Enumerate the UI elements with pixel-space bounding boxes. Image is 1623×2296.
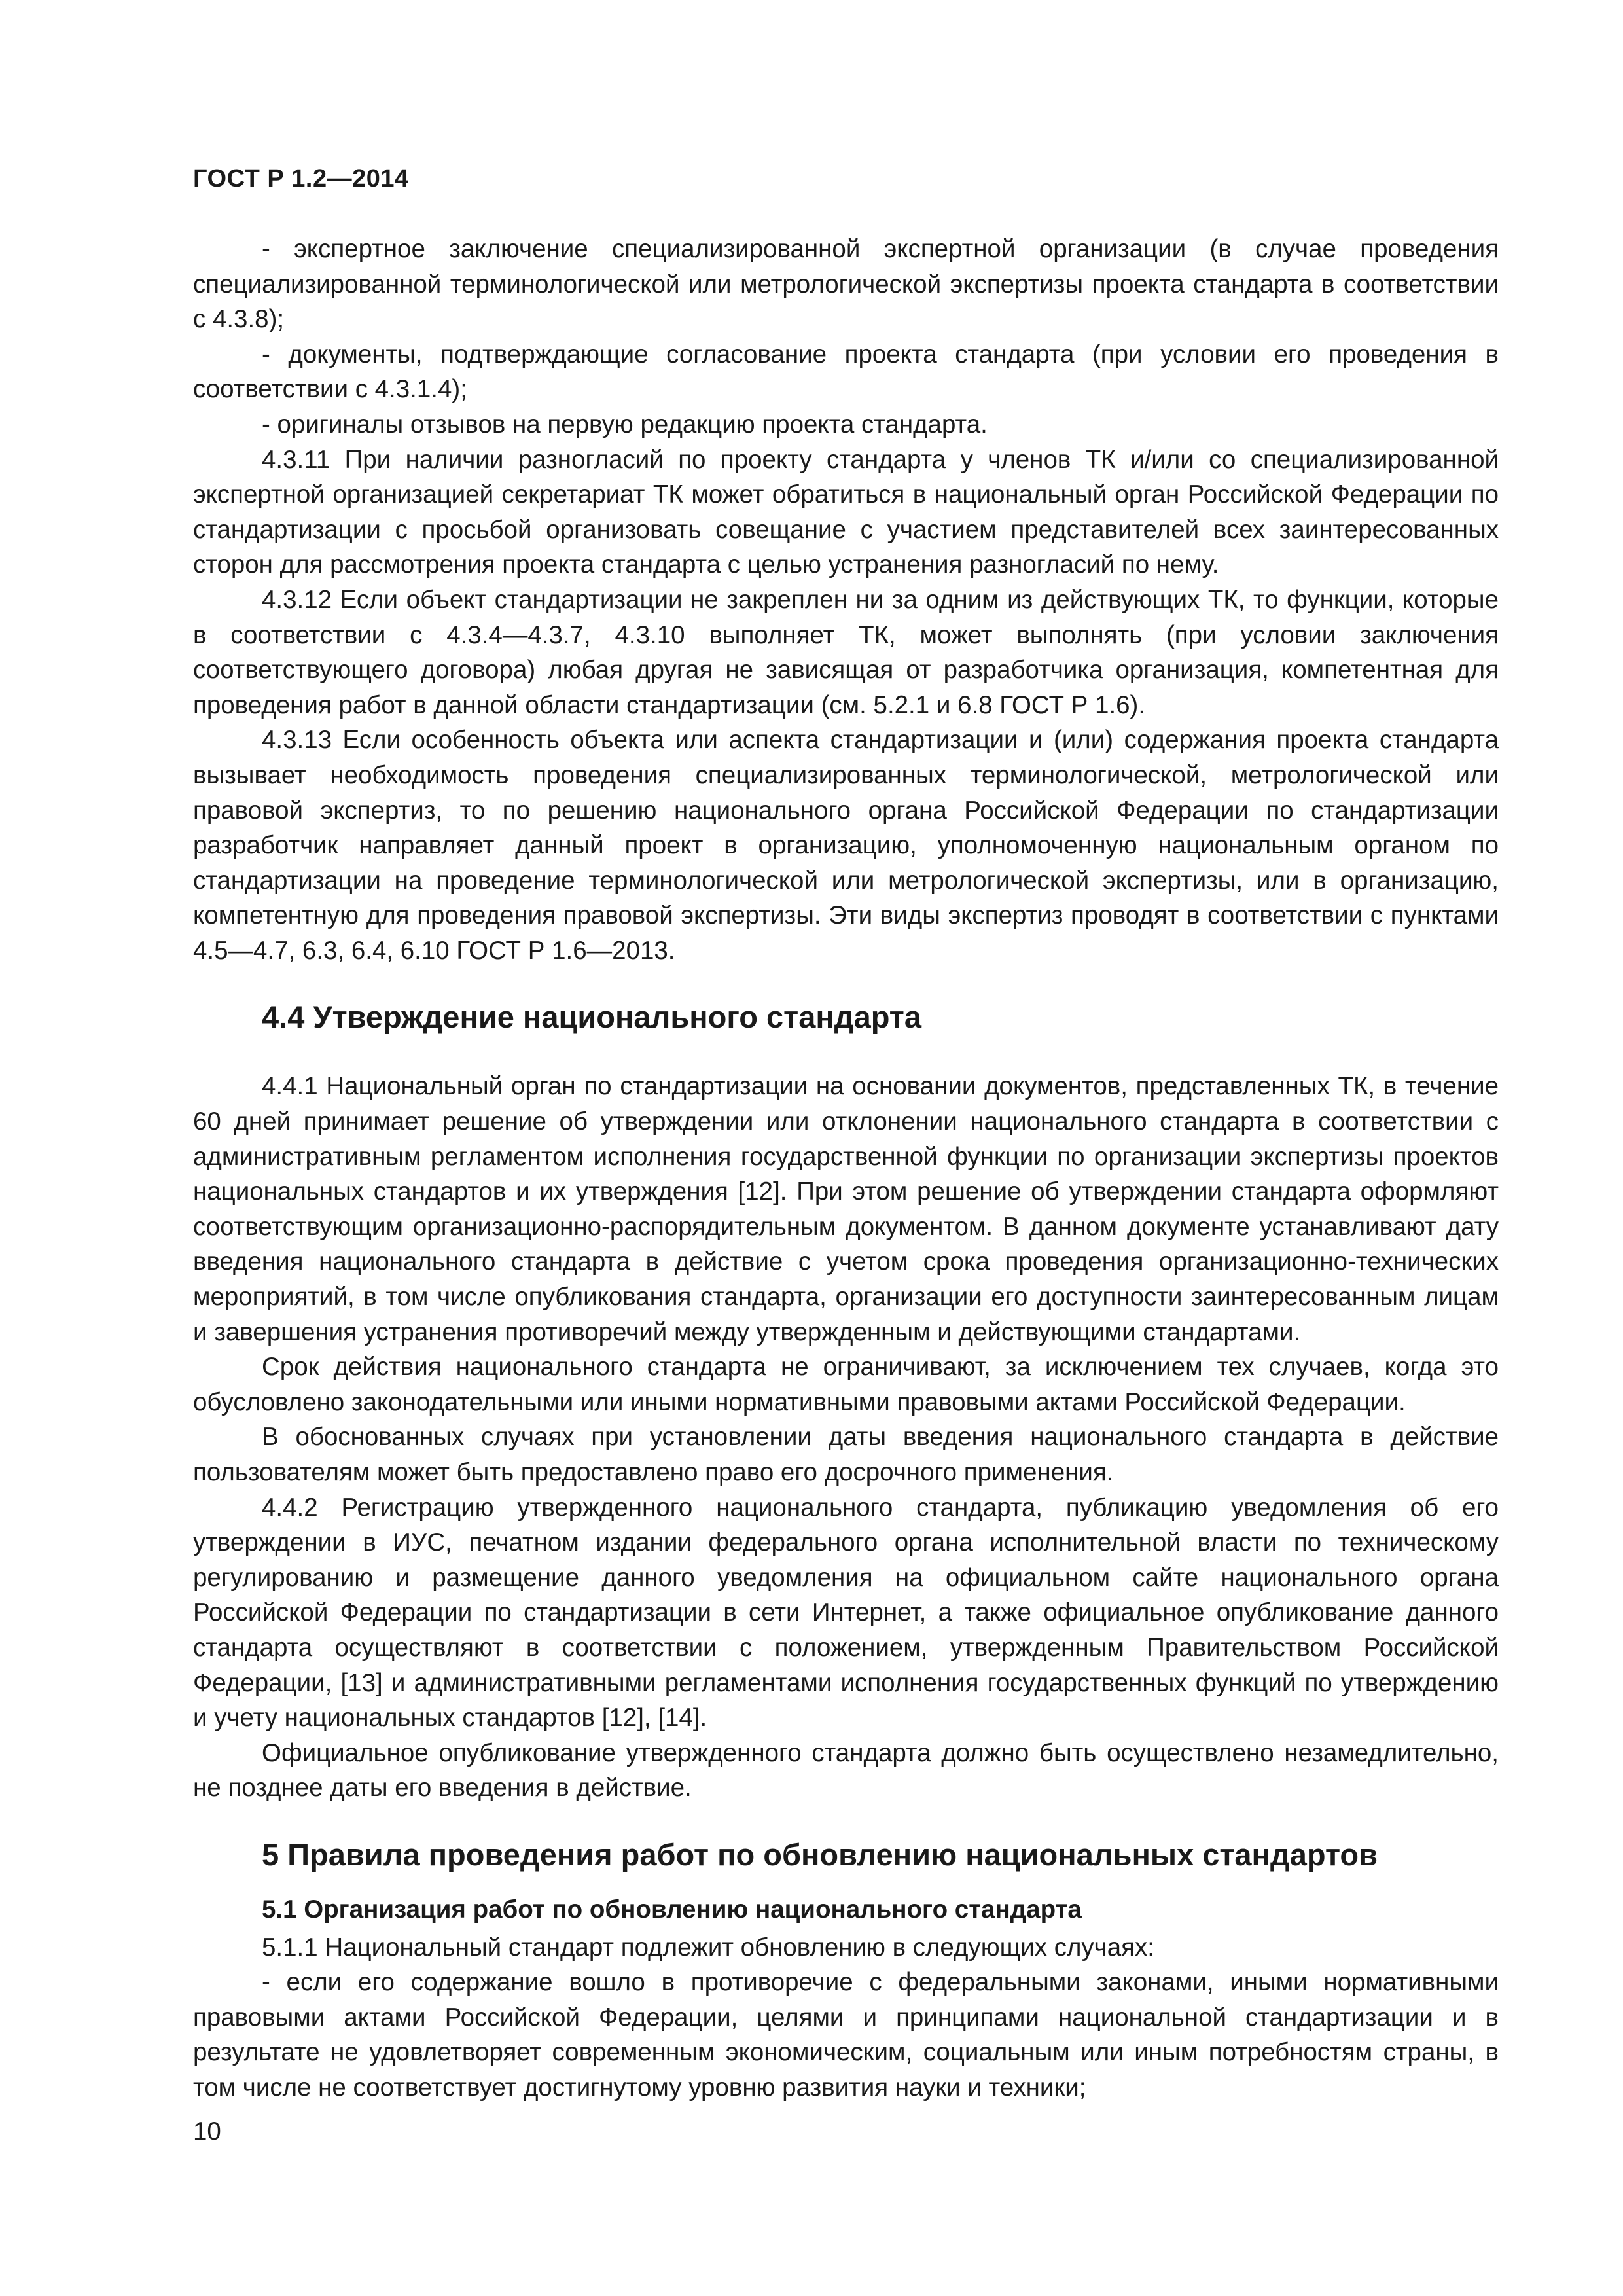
paragraph: 5.1.1 Национальный стандарт подлежит обновлению в следующих случаях: <box>262 1933 1154 1962</box>
paragraph: В обоснованных случаях при установлении даты введения национального стандарта в действие пользователям может быть предоставлено право его досрочного применения. <box>193 1423 1499 1486</box>
paragraph: - оригиналы отзывов на первую редакцию проекта стандарта. <box>262 410 988 439</box>
section-heading-5: 5 Правила проведения работ по обновлению национальных стандартов <box>262 1837 1378 1872</box>
paragraph: 4.3.13 Если особенность объекта или аспекта стандартизации и (или) содержания проекта стандарта вызывает необходимость проведения специализированных терминологической, метрологической или правовой экспертиз, то по решению национального органа Российской Федерации по стандартизации разработчик направляет данный проект в организацию, уполномоченную национальным органом по стандартизации на проведение терминологической или метрологической экспертизы, или в организацию, компетентную для проведения правовой экспертизы. Эти виды экспертиз проводят в соответствии с пунктами 4.5—4.7, 6.3, 6.4, 6.10 ГОСТ Р 1.6—2013. <box>193 726 1499 965</box>
document-body <box>193 232 1499 2106</box>
paragraph: 4.4.2 Регистрацию утвержденного национального стандарта, публикацию уведомления об его утверждении в ИУС, печатном издании федерального органа исполнительной власти по техническому регулированию и размещение данного уведомления на официальном сайте национального органа Российской Федерации по стандартизации в сети Интернет, а также официальное опубликование данного стандарта осуществляют в соответствии с положением, утвержденным Правительством Российской Федерации, [13] и административными регламентами исполнения государственных функций по утверждению и учету национальных стандартов [12], [14]. <box>193 1493 1499 1732</box>
paragraph: Официальное опубликование утвержденного стандарта должно быть осуществлено незамедлительно, не позднее даты его введения в действие. <box>193 1738 1499 1803</box>
page-number: 10 <box>193 2117 221 2145</box>
paragraph: - если его содержание вошло в противоречие с федеральными законами, иными нормативными правовыми актами Российской Федерации, целями и принципами национальной стандартизации и в результате не удовлетворяет современным экономическим, социальным или иным потребностям страны, в том числе не соответствует достигнутому уровню развития науки и техники; <box>193 1968 1499 2102</box>
document-header: ГОСТ Р 1.2—2014 <box>193 165 409 192</box>
paragraph: - документы, подтверждающие согласование проекта стандарта (при условии его проведения в соответствии с 4.3.1.4); <box>193 340 1499 404</box>
paragraph: 4.3.11 При наличии разногласий по проекту стандарта у членов ТК и/или со специализированной экспертной организацией секретариат ТК может обратиться в национальный орган Российской Федерации по стандартизации с просьбой организовать совещание с участием представителей всех заинтересованных сторон для рассмотрения проекта стандарта с целью устранения разногласий по нему. <box>193 445 1499 579</box>
section-heading-4-4: 4.4 Утверждение национального стандарта <box>262 999 921 1035</box>
paragraph: 4.3.12 Если объект стандартизации не закреплен ни за одним из действующих ТК, то функции, которые в соответствии с 4.3.4—4.3.7, 4.3.10 выполняет ТК, может выполнять (при условии заключения соответствующего договора) любая другая не зависящая от разработчика организация, компетентная для проведения работ в данной области стандартизации (см. 5.2.1 и 6.8 ГОСТ Р 1.6). <box>193 585 1499 719</box>
paragraph: 4.4.1 Национальный орган по стандартизации на основании документов, представленных ТК, в течение 60 дней принимает решение об утверждении или отклонении национального стандарта в соответствии с административным регламентом исполнения государственной функции по организации экспертизы проектов национальных стандартов и их утверждения [12]. При этом решение об утверждении стандарта оформляют соответствующим организационно-распорядительным документом. В данном документе устанавливают дату введения национального стандарта в действие с учетом срока проведения организационно-технических мероприятий, в том числе опубликования стандарта, организации его доступности заинтересованным лицам и завершения устранения противоречий между утвержденным и действующими стандартами. <box>193 1072 1499 1346</box>
subsection-heading-5-1: 5.1 Организация работ по обновлению национального стандарта <box>262 1895 1082 1924</box>
paragraph: Срок действия национального стандарта не ограничивают, за исключением тех случаев, когда это обусловлено законодательными или иными нормативными правовыми актами Российской Федерации. <box>193 1353 1499 1416</box>
paragraph: - экспертное заключение специализированной экспертной организации (в случае проведения специализированной терминологической или метрологической экспертизы проекта стандарта в соответствии с 4.3.8); <box>193 235 1499 334</box>
